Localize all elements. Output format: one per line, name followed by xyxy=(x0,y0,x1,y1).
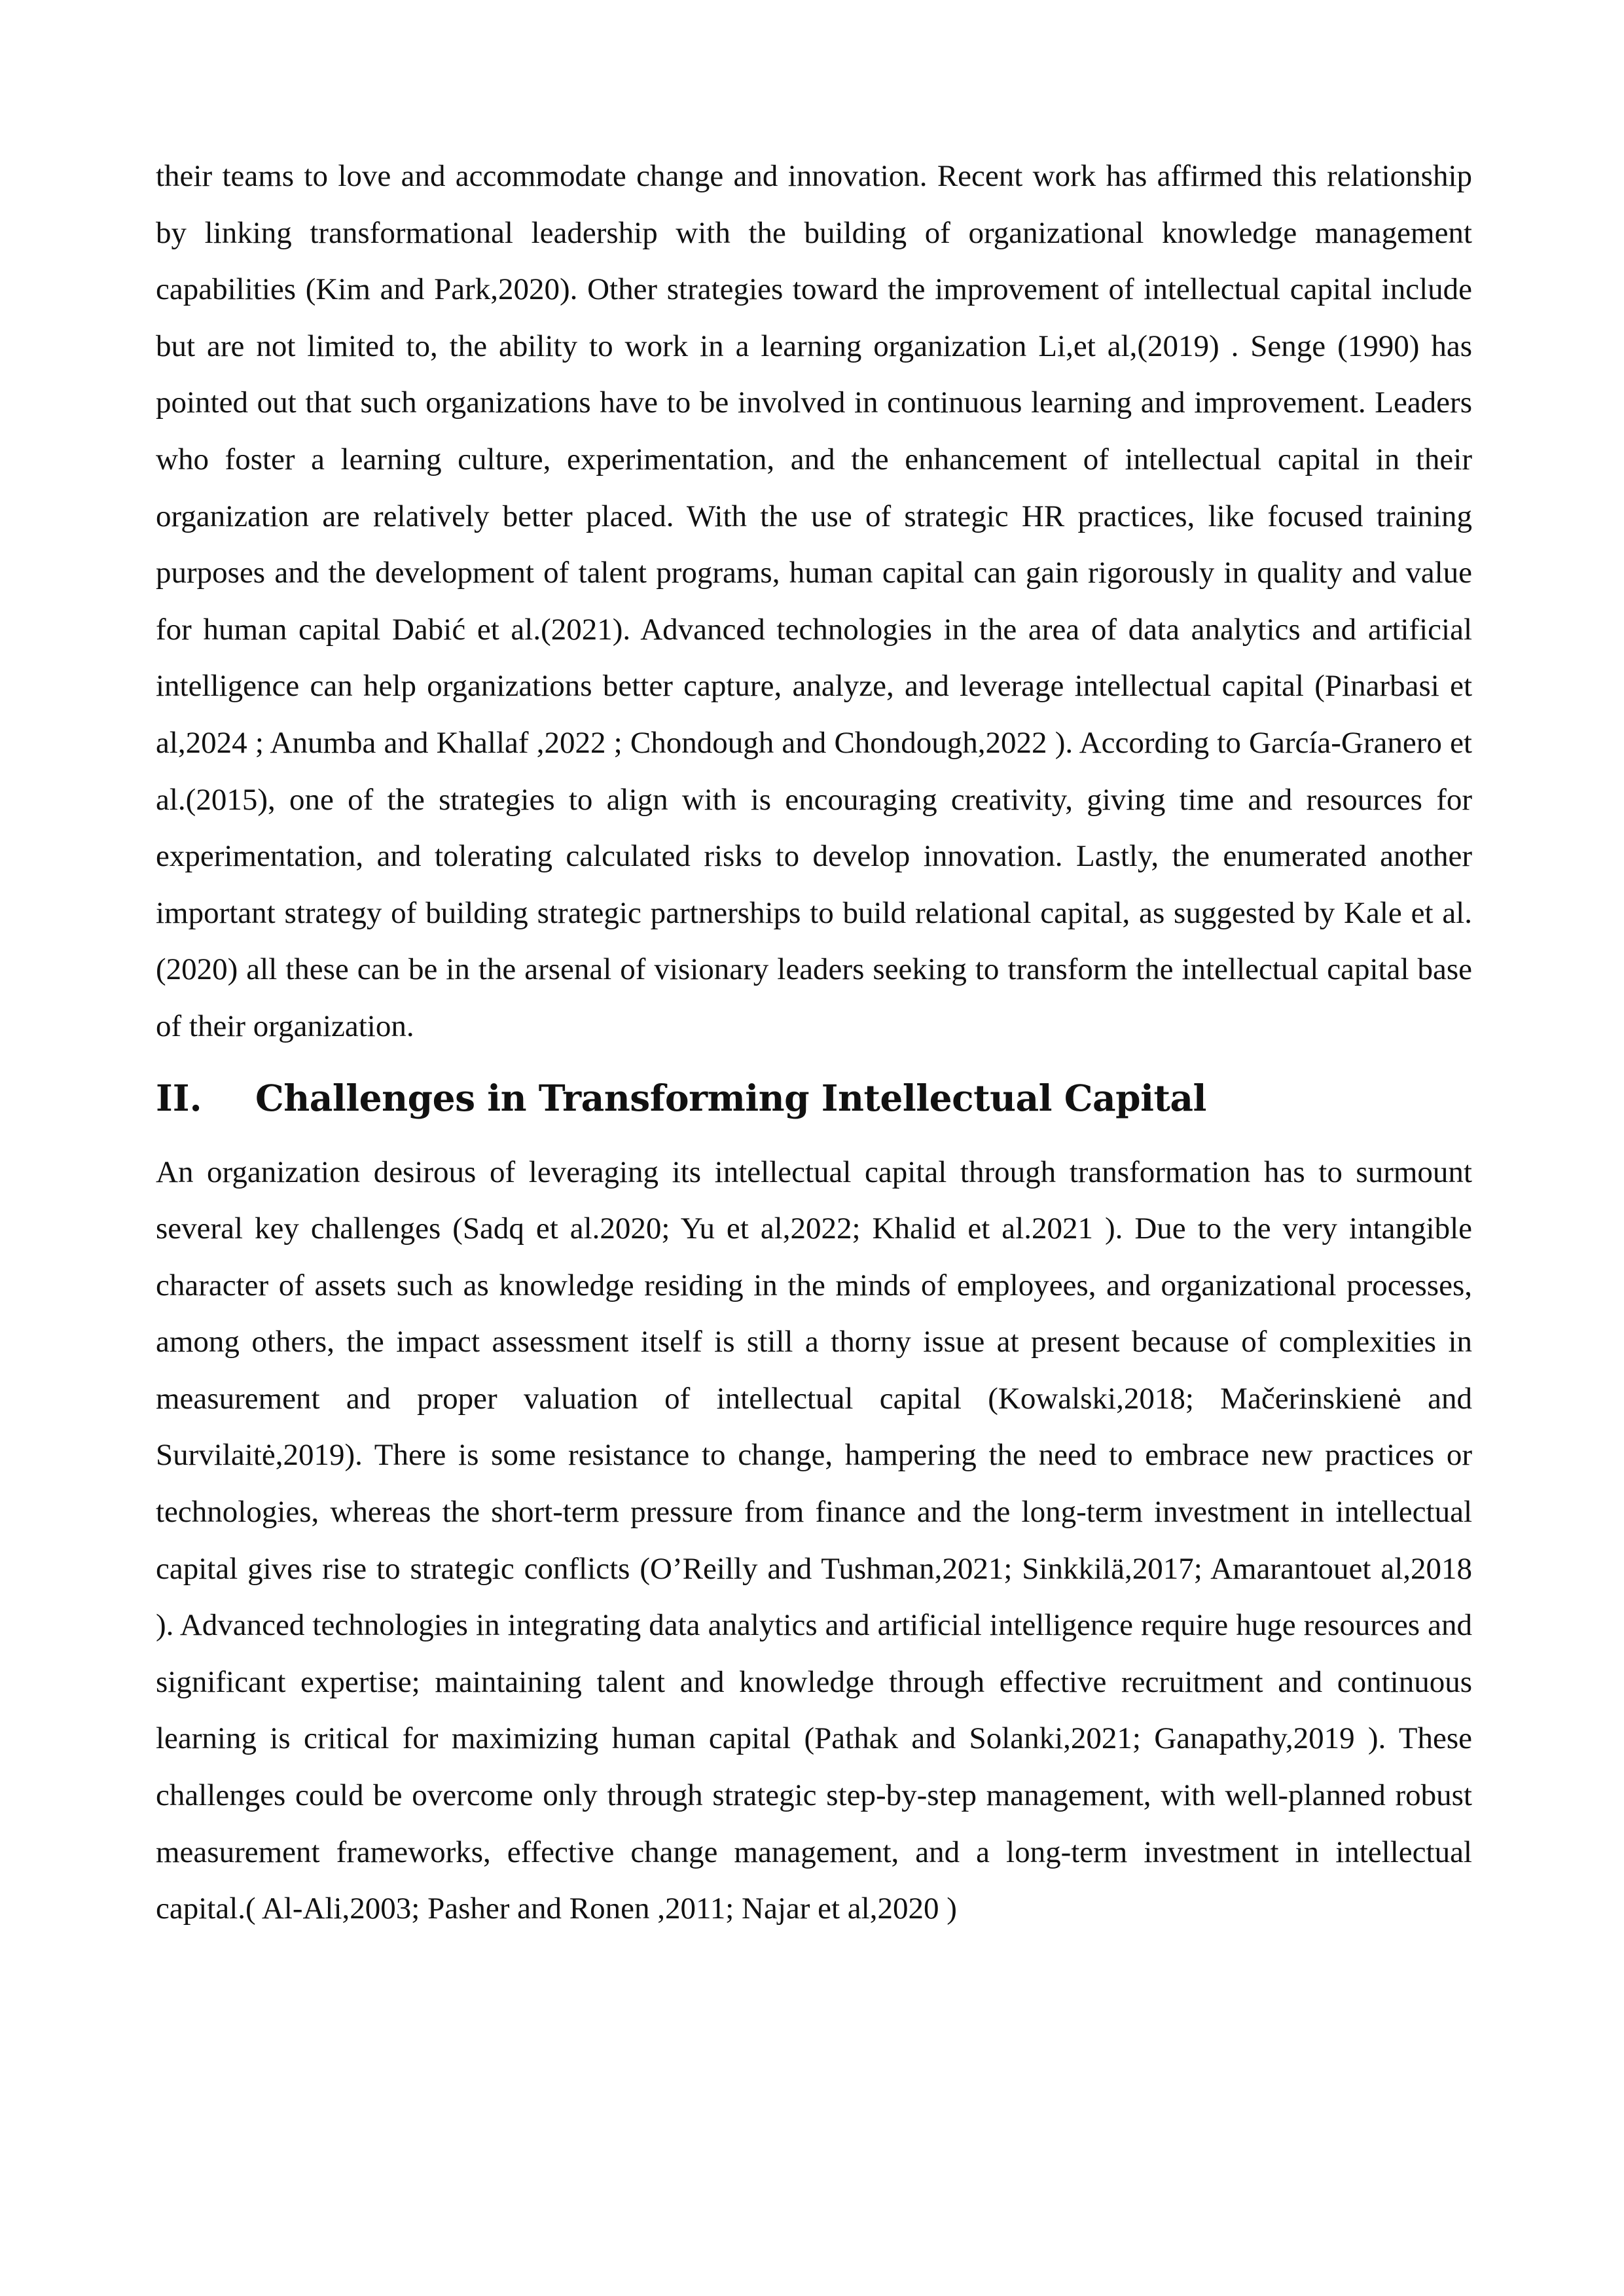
document-page xyxy=(156,148,1472,1937)
section-number: II. xyxy=(156,1076,202,1119)
section-title: Challenges in Transforming Intellectual Capital xyxy=(255,1076,1206,1119)
body-paragraph-leadership-strategies: their teams to love and accommodate change and innovation. Recent work has affirmed this relationship by linking transformational leadership with the building of organizational knowledge management capabilities (Kim and Park,2020). Other strategies toward the improvement of intellectual capital include but are not limited to, the ability to work in a learning organization Li,et al,(2019) . Senge (1990) has pointed out that such organizations have to be involved in continuous learning and improvement. Leaders who foster a learning culture, experimentation, and the enhancement of intellectual capital in their organization are relatively better placed. With the use of strategic HR practices, like focused training purposes and the development of talent programs, human capital can gain rigorously in quality and value for human capital Dabić et al.(2021). Advanced technologies in the area of data analytics and artificial intelligence can help organizations better capture, analyze, and leverage intellectual capital (Pinarbasi et al,2024 ; Anumba and Khallaf ,2022 ; Chondough and Chondough,2022 ). According to García-Granero et al.(2015), one of the strategies to align with is encouraging creativity, giving time and resources for experimentation, and tolerating calculated risks to develop innovation. Lastly, the enumerated another important strategy of building strategic partnerships to build relational capital, as suggested by Kale et al.(2020) all these can be in the arsenal of visionary leaders seeking to transform the intellectual capital base of their organization. xyxy=(156,159,1472,1043)
body-paragraph-challenges: An organization desirous of leveraging its intellectual capital through transformation has to surmount several key challenges (Sadq et al.2020; Yu et al,2022; Khalid et al.2021 ). Due to the very intangible character of assets such as knowledge residing in the minds of employees, and organizational processes, among others, the impact assessment itself is still a thorny issue at present because of complexities in measurement and proper valuation of intellectual capital (Kowalski,2018; Mačerinskienė and Survilaitė,2019). There is some resistance to change, hampering the need to embrace new practices or technologies, whereas the short-term pressure from finance and the long-term investment in intellectual capital gives rise to strategic conflicts (O’Reilly and Tushman,2021; Sinkkilä,2017; Amarantouet al,2018 ). Advanced technologies in integrating data analytics and artificial intelligence require huge resources and significant expertise; maintaining talent and knowledge through effective recruitment and continuous learning is critical for maximizing human capital (Pathak and Solanki,2021; Ganapathy,2019 ). These challenges could be overcome only through strategic step-by-step management, with well-planned robust measurement frameworks, effective change management, and a long-term investment in intellectual capital.( Al-Ali,2003; Pasher and Ronen ,2011; Najar et al,2020 ) xyxy=(156,1155,1472,1926)
section-heading xyxy=(156,1072,1472,1124)
